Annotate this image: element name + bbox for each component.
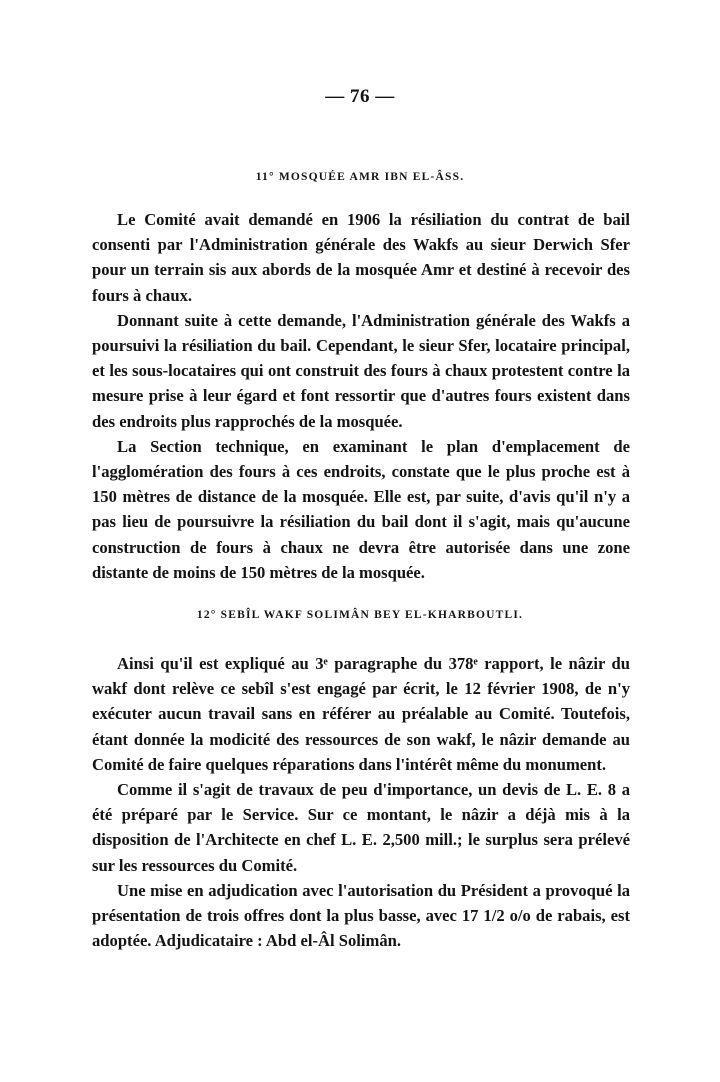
- paragraph: Ainsi qu'il est expliqué au 3ᵉ paragraphe du 378ᵉ rapport, le nâzir du wakf dont relève ce sebîl s'est engagé par écrit, le 12 février 1908, de n'y exécuter aucun travail sans en référer au préalable au Comité. Toutefois, étant donnée la modicité des ressources de son wakf, le nâzir demande au Comité de faire quelques réparations dans l'intérêt même du monument.: [92, 654, 630, 774]
- section-heading-sebil-wakf: 12° SEBÎL WAKF SOLIMÂN BEY EL-KHARBOUTLI.: [196, 609, 524, 621]
- paragraph: Une mise en adjudication avec l'autorisation du Président a provoqué la présentation de trois offres dont la plus basse, avec 17 1/2 o/o de rabais, est adoptée. Adjudicataire : Abd el-Âl Solimân.: [92, 880, 630, 951]
- page-number: — 76 —: [325, 86, 395, 107]
- paragraph: Le Comité avait demandé en 1906 la résiliation du contrat de bail consenti par l'Administration générale des Wakfs au sieur Derwich Sfer pour un terrain sis aux abords de la mosquée Amr et destiné à recevoir des fours à chaux.: [92, 210, 630, 305]
- paragraph: La Section technique, en examinant le plan d'emplacement de l'agglomération des fours à ces endroits, constate que le plus proche est à 150 mètres de distance de la mosquée. Elle est, par suite, d'avis qu'il n'y a pas lieu de poursuivre la résiliation du bail dont il s'agit, mais qu'aucune construction de fours à chaux ne devra être autorisée dans une zone distante de moins de 150 mètres de la mosquée.: [92, 436, 630, 582]
- section-body-mosquee-amr: [92, 207, 630, 585]
- section-heading-mosquee-amr: 11° MOSQUÉE AMR IBN EL-ÂSS.: [255, 171, 465, 183]
- section-body-sebil-wakf: [92, 651, 630, 953]
- paragraph: Comme il s'agit de travaux de peu d'importance, un devis de L. E. 8 a été préparé par le Service. Sur ce montant, le nâzir a déjà mis à la disposition de l'Architecte en chef L. E. 2,500 mill.; le surplus sera prélevé sur les ressources du Comité.: [92, 780, 630, 875]
- paragraph: Donnant suite à cette demande, l'Administration générale des Wakfs a poursuivi la résiliation du bail. Cependant, le sieur Sfer, locataire principal, et les sous-locataires qui ont construit des fours à chaux protestent contre la mesure prise à leur égard et font ressortir que d'autres fours existent dans des endroits plus rapprochés de la mosquée.: [92, 310, 630, 431]
